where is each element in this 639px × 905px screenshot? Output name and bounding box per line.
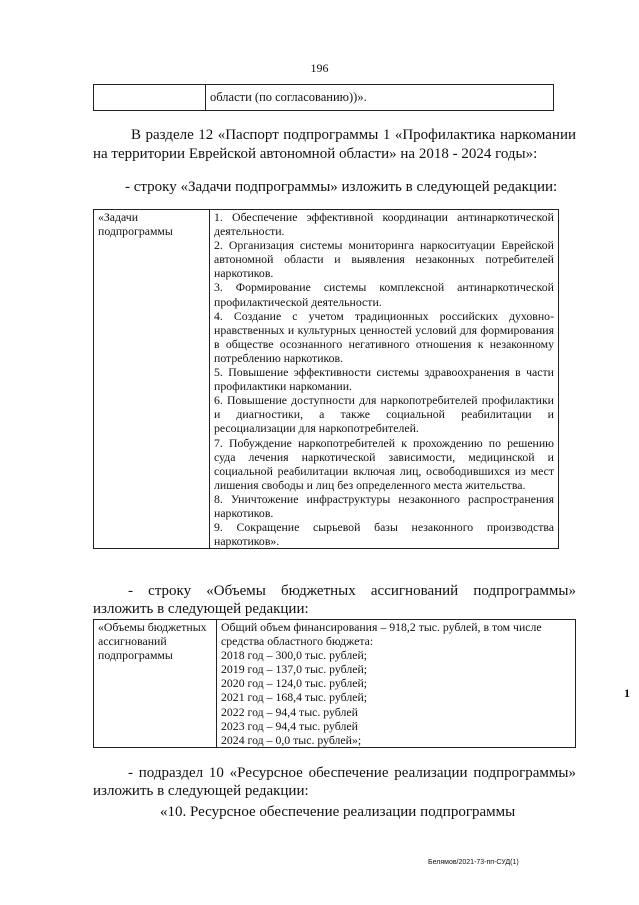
task-item: 1. Обеспечение эффективной координации антинаркотической деятельности. (214, 210, 554, 239)
budget-total: Общий объем финансирования – 918,2 тыс. рублей, в том числе средства областного бюджета: (221, 620, 542, 649)
task-item: 9. Сокращение сырьевой базы незаконного производства наркотиков». (214, 520, 554, 549)
task-item: 2. Организация системы мониторинга наркоситуации Еврейской автономной области и выявления незаконных потребителей наркотиков. (214, 238, 554, 281)
task-item: 7. Побуждение наркопотребителей к прохождению по решению суда лечения наркотической зависимости, медицинской и социальной реабилитации включая лиц, освободившихся из мест лишения свободы и лиц без определенного места жительства. (214, 435, 554, 492)
budget-year-row: 2023 год – 94,4 тыс. рублей (221, 718, 358, 733)
budget-year-row: 2022 год – 94,4 тыс. рублей (221, 704, 358, 719)
budget-year-row: 2024 год – 0,0 тыс. рублей»; (221, 732, 362, 747)
tasks-items-cell (210, 210, 559, 549)
budget-year-row: 2021 год – 168,4 тыс. рублей; (221, 690, 368, 705)
budget-year-row: 2018 год – 300,0 тыс. рублей; (221, 648, 368, 663)
top-table-left-cell (94, 85, 206, 111)
subsection-heading: «10. Ресурсное обеспечение реализации подпрограммы (160, 804, 516, 820)
scan-edge-mark: 1 (624, 686, 630, 700)
task-item: 6. Повышение доступности для наркопотребителей профилактики и диагностики, а также социальной реабилитации и ресоциализации для наркопотребителей. (214, 393, 554, 436)
task-item: 8. Уничтожение инфраструктуры незаконного распространения наркотиков. (214, 491, 554, 520)
top-table-right-cell: области (по согласованию))». (206, 85, 554, 111)
tasks-table (93, 209, 559, 549)
budget-intro-paragraph: - строку «Объемы бюджетных ассигнований подпрограммы» изложить в следующей редакции: (93, 583, 576, 617)
budget-year-row: 2019 год – 137,0 тыс. рублей; (221, 662, 368, 677)
tasks-intro-paragraph: - строку «Задачи подпрограммы» изложить в следующей редакции: (125, 179, 558, 195)
subsection-intro-paragraph: - подраздел 10 «Ресурсное обеспечение реализации подпрограммы» изложить в следующей редакции: (93, 765, 576, 799)
budget-year-row: 2020 год – 124,0 тыс. рублей; (221, 676, 368, 691)
budget-table (93, 619, 576, 748)
tasks-label-cell: «Задачи подпрограммы (94, 210, 210, 549)
document-code-footer: Белямов/2021-73-пп-СУД(1) (428, 859, 519, 866)
top-table-fragment (93, 84, 554, 111)
budget-values-cell (217, 620, 576, 748)
task-item: 5. Повышение эффективности системы здравоохранения в части профилактики наркомании. (214, 365, 554, 394)
task-item: 3. Формирование системы комплексной антинаркотической профилактической деятельности. (214, 280, 554, 309)
intro-paragraph: В разделе 12 «Паспорт подпрограммы 1 «Профилактика наркомании на территории Еврейской автономной области» на 2018 - 2024 годы»: (93, 127, 576, 162)
budget-label-cell: «Объемы бюджетных ассигнований подпрограммы (94, 620, 217, 748)
task-item: 4. Создание с учетом традиционных российских духовно-нравственных и культурных ценностей условий для формирования в обществе осознанного негативного отношения к незаконному потреблению наркотиков. (214, 308, 554, 365)
page-number: 196 (310, 61, 329, 75)
